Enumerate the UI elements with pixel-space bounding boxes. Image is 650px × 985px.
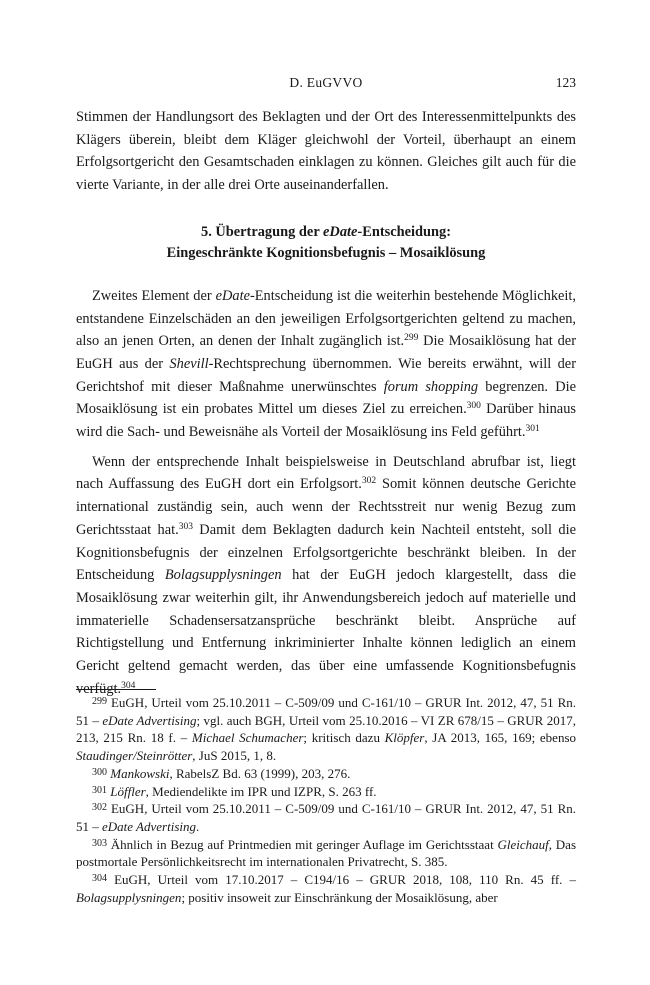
paragraph-jurisdiction: Wenn der entsprechende Inhalt beispielsweise in Deutschland abrufbar ist, liegt nach Auffassung des EuGH dort ein Erfolgsort.$^{302}$ Somit können deutsche Gerichte international zuständig sein, auch wenn der Rechtsstreit nur wenig Bezug zum Gerichtsstaat hat.$^{303}$ Damit dem Beklagten dadurch kein Nachteil entsteht, soll die Kognitionsbefugnis der einzelnen Erfolgsortgerichte beschränkt bleiben. In der Entscheidung Bolagsupplysningen hat der EuGH jedoch klargestellt, dass die Mosaiklösung zwar weiterhin gilt, ihr Anwendungsbereich jedoch auf materielle und immaterielle Schadensersatzansprüche beschränkt bleibt. Ansprüche auf Richtigstellung und Entfernung inkriminierter Inhalte können lediglich an einem Gericht geltend gemacht werden, das über eine umfassende Kognitionsbefugnis verfügt.$^{304}$ (76, 453, 577, 697)
footnote-ref-301[interactable]: 301 (525, 424, 540, 435)
footnote-separator (76, 689, 156, 690)
section-heading-line-2: Eingeschränkte Kognitionsbefugnis – Mosaiklösung (166, 244, 486, 261)
footnote-302: $^{302}$ EuGH, Urteil vom 25.10.2011 – C-509/09 und C-161/10 – GRUR Int. 2012, 47, 51 Rn. 51 – eDate Advertising. (76, 801, 576, 834)
footnote-ref-300[interactable]: 300 (466, 401, 481, 412)
footnote-300: $^{300}$ Mankowski, RabelsZ Bd. 63 (1999), 203, 276. (92, 765, 351, 781)
footnote-304: $^{304}$ EuGH, Urteil vom 17.10.2017 – C194/16 – GRUR 2018, 108, 110 Rn. 45 ff. – Bolagsupplysningen; positiv insoweit zur Einschränkung der Mosaiklösung, aber (76, 872, 576, 905)
footnote-ref-299[interactable]: 299 (404, 333, 419, 344)
footnote-ref-303[interactable]: 303 (178, 521, 193, 532)
footnote-ref-304[interactable]: 304 (121, 680, 136, 691)
running-head (76, 75, 576, 95)
intro-paragraph: Stimmen der Handlungsort des Beklagten und der Ort des Interessenmittelpunkts des Klägers überein, bleibt dem Kläger gleichwohl der Vorteil, überhaupt an einem Erfolgsortgericht den Gesamtschaden einklagen zu können. Gleiches gilt auch für die vierte Variante, in der alle drei Orte auseinanderfallen. (76, 109, 576, 194)
page-number: 123 (555, 75, 576, 90)
footnote-ref-302[interactable]: 302 (361, 476, 377, 487)
footnotes (76, 694, 576, 906)
footnote-301: $^{301}$ Löffler, Mediendelikte im IPR und IZPR, S. 263 ff. (92, 783, 377, 799)
body-text (76, 106, 576, 700)
running-title: D. EuGVVO (289, 75, 363, 90)
footnote-303: $^{303}$ Ähnlich in Bezug auf Printmedien mit geringer Auflage im Gerichtsstaat Gleichauf, Das postmortale Persönlichkeitsrecht im internationalen Privatrecht, S. 385. (76, 836, 577, 870)
section-heading-line-1: 5. Übertragung der eDate-Entscheidung: (201, 223, 451, 240)
footnote-299: $^{299}$ EuGH, Urteil vom 25.10.2011 – C-509/09 und C-161/10 – GRUR Int. 2012, 47, 51 Rn. 51 – eDate Advertising; vgl. auch BGH, Urteil vom 25.10.2016 – VI ZR 678/15 – GRUR 2017, 213, 215 Rn. 18 f. – Michael Schumacher; kritisch dazu Klöpfer, JA 2013, 165, 169; ebenso Staudinger/Steinrötter, JuS 2015, 1, 8. (76, 695, 576, 764)
section-heading (76, 222, 576, 264)
paragraph-edate-mosaic: Zweites Element der eDate-Entscheidung ist die weiterhin bestehende Möglichkeit, entstandene Einzelschäden an den jeweiligen Erfolgsortgerichten geltend zu machen, also an jenen Orten, an denen der Inhalt zugänglich ist.$^{299}$ Die Mosaiklösung hat der EuGH aus der Shevill-Rechtsprechung übernommen. Wie bereits erwähnt, will der Gerichtshof mit dieser Maßnahme unerwünschtes forum shopping begrenzen. Die Mosaiklösung ist ein probates Mittel um dieses Ziel zu erreichen.$^{300}$ Darüber hinaus wird die Sach- und Beweisnähe als Vorteil der Mosaiklösung ins Feld geführt.$^{301}$ (76, 287, 577, 441)
